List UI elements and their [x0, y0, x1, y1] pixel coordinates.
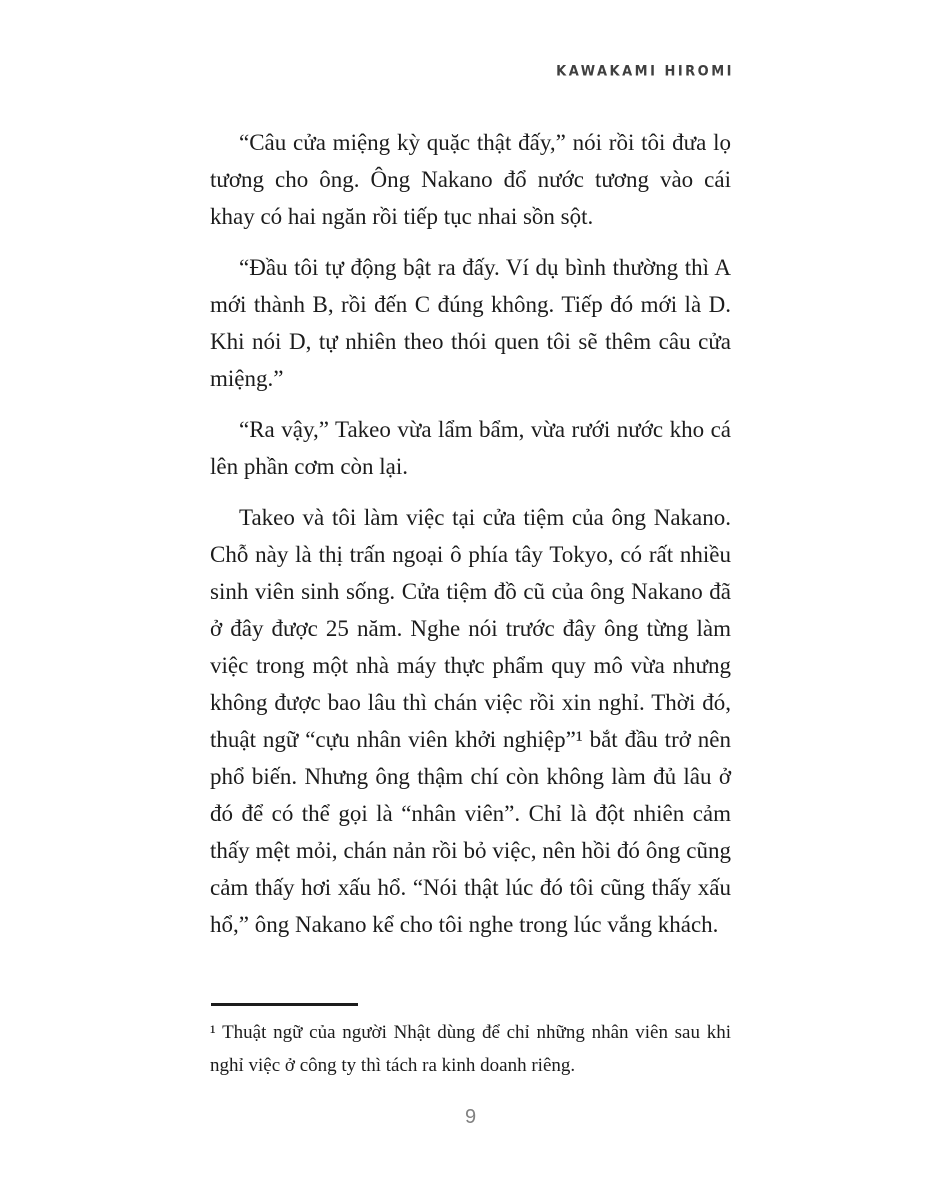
- paragraph-3: “Ra vậy,” Takeo vừa lẩm bẩm, vừa rưới nước kho cá lên phần cơm còn lại.: [210, 417, 731, 479]
- paragraph-1: “Câu cửa miệng kỳ quặc thật đấy,” nói rồi tôi đưa lọ tương cho ông. Ông Nakano đổ nước tương vào cái khay có hai ngăn rồi tiếp tục nhai sồn sột.: [210, 130, 731, 229]
- paragraph-2: “Đầu tôi tự động bật ra đấy. Ví dụ bình thường thì A mới thành B, rồi đến C đúng không. Tiếp đó mới là D. Khi nói D, tự nhiên theo thói quen tôi sẽ thêm câu cửa miệng.”: [210, 255, 731, 391]
- footnote-block: [210, 1003, 731, 1082]
- running-header: [556, 60, 734, 82]
- footnote: ¹ Thuật ngữ của người Nhật dùng để chỉ những nhân viên sau khi nghỉ việc ở công ty thì tách ra kinh doanh riêng.: [210, 1022, 731, 1076]
- page-footer: [210, 1106, 731, 1129]
- author-name: KAWAKAMI HIROMI: [556, 62, 734, 80]
- page-number: 9: [464, 1106, 477, 1128]
- page-body: [210, 124, 731, 957]
- footnote-divider: [211, 1003, 358, 1006]
- paragraph-4: Takeo và tôi làm việc tại cửa tiệm của ông Nakano. Chỗ này là thị trấn ngoại ô phía tây Tokyo, có rất nhiều sinh viên sinh sống. Cửa tiệm đồ cũ của ông Nakano đã ở đây được 25 năm. Nghe nói trước đây ông từng làm việc trong một nhà máy thực phẩm quy mô vừa nhưng không được bao lâu thì chán việc rồi xin nghỉ. Thời đó, thuật ngữ “cựu nhân viên khởi nghiệp”¹ bắt đầu trở nên phổ biến. Nhưng ông thậm chí còn không làm đủ lâu ở đó để có thể gọi là “nhân viên”. Chỉ là đột nhiên cảm thấy mệt mỏi, chán nản rồi bỏ việc, nên hồi đó ông cũng cảm thấy hơi xấu hổ. “Nói thật lúc đó tôi cũng thấy xấu hổ,” ông Nakano kể cho tôi nghe trong lúc vắng khách.: [210, 505, 731, 937]
